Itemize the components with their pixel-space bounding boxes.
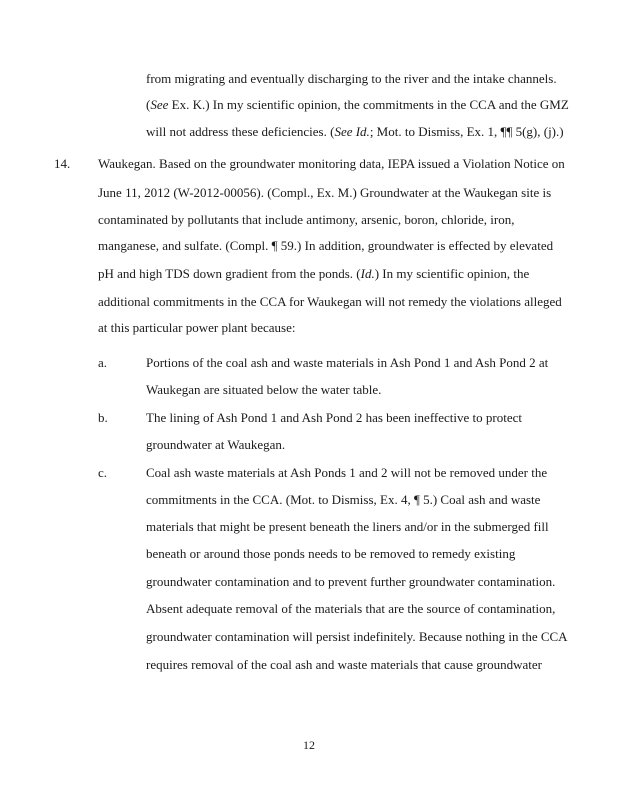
citation-signal: See	[150, 97, 169, 112]
text-span: materials that might be present beneath the liners and/or in the submerged fill	[146, 519, 549, 534]
text-span: groundwater at Waukegan.	[146, 437, 286, 452]
text-span: Ex. K.) In my scientific opinion, the commitments in the CCA and the GMZ	[168, 97, 569, 112]
text-span: contaminated by pollutants that include antimony, arsenic, boron, chloride, iron,	[98, 212, 515, 227]
text-span: pH and high TDS down gradient from the ponds. (	[98, 266, 361, 281]
text-line	[146, 574, 555, 590]
text-line	[98, 238, 553, 254]
text-span: ) In my scientific opinion, the	[374, 266, 530, 281]
text-span: beneath or around those ponds needs to be removed to remedy existing	[146, 546, 516, 561]
text-span: requires removal of the coal ash and waste materials that cause groundwater	[146, 657, 542, 672]
text-line	[146, 601, 555, 617]
page-number: 12	[303, 738, 315, 752]
text-line	[146, 355, 548, 371]
text-line	[98, 294, 562, 310]
text-span: commitments in the CCA. (Mot. to Dismiss, Ex. 4, ¶ 5.) Coal ash and waste	[146, 492, 541, 507]
text-span: Absent adequate removal of the materials that are the source of contamination,	[146, 601, 556, 616]
text-span: Waukegan. Based on the groundwater monitoring data, IEPA issued a Violation Notice on	[98, 156, 565, 171]
citation-signal: Id.	[360, 266, 375, 281]
text-line	[98, 185, 551, 201]
text-line	[146, 519, 549, 535]
text-span: additional commitments in the CCA for Waukegan will not remedy the violations alleged	[98, 294, 562, 309]
text-line	[98, 156, 565, 172]
text-line	[146, 629, 568, 645]
list-marker: a.	[98, 355, 108, 370]
text-span: June 11, 2012 (W-2012-00056). (Compl., Ex. M.) Groundwater at the Waukegan site is	[98, 185, 552, 200]
text-line	[146, 492, 540, 508]
list-marker: b.	[98, 410, 108, 425]
text-span: Portions of the coal ash and waste materials in Ash Pond 1 and Ash Pond 2 at	[146, 355, 549, 370]
text-line	[146, 437, 285, 453]
text-span: groundwater contamination will persist indefinitely. Because nothing in the CCA	[146, 629, 568, 644]
text-span: from migrating and eventually discharging to the river and the intake channels.	[146, 71, 557, 86]
text-line	[146, 382, 381, 398]
text-line	[98, 212, 515, 228]
text-line	[146, 410, 522, 426]
text-span: will not address these deficiencies. (	[146, 124, 335, 139]
text-line	[146, 124, 564, 140]
text-span: The lining of Ash Pond 1 and Ash Pond 2 has been ineffective to protect	[146, 410, 522, 425]
text-line	[146, 657, 542, 673]
text-line	[98, 266, 529, 282]
text-span: Coal ash waste materials at Ash Ponds 1 and 2 will not be removed under the	[146, 465, 548, 480]
text-span: groundwater contamination and to prevent further groundwater contamination.	[146, 574, 556, 589]
text-span: ; Mot. to Dismiss, Ex. 1, ¶¶ 5(g), (j).)	[369, 124, 564, 139]
list-marker: c.	[98, 465, 108, 480]
text-line	[98, 320, 295, 336]
paragraph-number: 14.	[54, 156, 71, 171]
text-span: Waukegan are situated below the water table.	[146, 382, 382, 397]
text-line	[146, 71, 557, 87]
citation-signal: See Id.	[334, 124, 370, 139]
text-line: (See Ex. K.) In my scientific opinion, the commitments in the CCA and the GMZ	[146, 97, 569, 112]
text-span: manganese, and sulfate. (Compl. ¶ 59.) In addition, groundwater is effected by elevated	[98, 238, 554, 253]
text-line	[146, 546, 515, 562]
text-span: at this particular power plant because:	[98, 320, 296, 335]
text-line	[146, 465, 547, 481]
